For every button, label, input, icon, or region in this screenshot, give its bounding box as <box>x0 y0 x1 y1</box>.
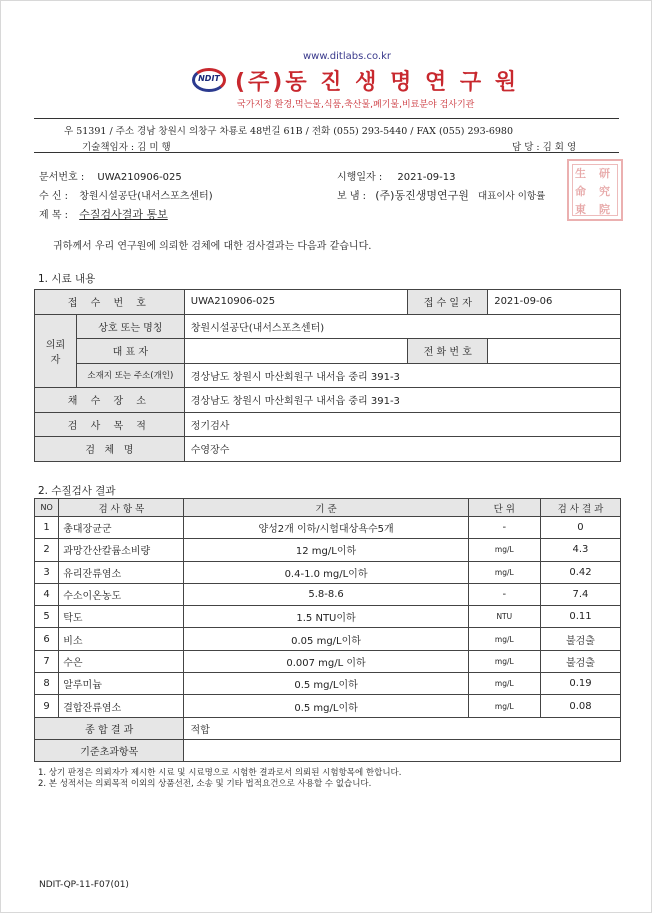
result-standard: 5.8-8.6 <box>184 583 468 605</box>
recipient-label: 수 신 : <box>39 191 69 202</box>
specimen: 수영장수 <box>184 437 620 462</box>
result-unit: mg/L <box>468 539 540 561</box>
note-2: 2. 본 성적서는 의뢰목적 이외의 상품선전, 소송 및 기타 법적요건으로 사용할 수 없습니다. <box>38 779 372 789</box>
sender-label: 보 냄 : <box>337 191 367 202</box>
table-row <box>35 717 621 739</box>
result-no: 4 <box>35 583 59 605</box>
company-seal-stamp: 生 研 命 究 東 院 <box>567 159 623 221</box>
result-value: 4.3 <box>540 539 620 561</box>
client-name-label: 상호 또는 명칭 <box>76 314 184 339</box>
subject-row <box>39 206 168 222</box>
client-label: 의뢰자 <box>35 314 77 388</box>
result-no: 9 <box>35 695 59 717</box>
logo-icon <box>189 67 229 93</box>
purpose: 정기검사 <box>184 412 620 437</box>
result-no: 7 <box>35 650 59 672</box>
header-unit: 단 위 <box>468 499 540 517</box>
result-standard: 0.007 mg/L 이하 <box>184 650 468 672</box>
table-row <box>35 628 621 650</box>
result-item: 수소이온농도 <box>59 583 184 605</box>
header-item: 검 사 항 목 <box>59 499 184 517</box>
subject-label: 제 목 : <box>39 210 69 221</box>
table-row <box>35 539 621 561</box>
issue-date: 2021-09-13 <box>397 172 456 183</box>
company-logo-row <box>189 65 519 95</box>
section-results-title: 2. 수질검사 결과 <box>38 485 116 497</box>
result-unit: mg/L <box>468 650 540 672</box>
result-unit: mg/L <box>468 695 540 717</box>
result-item: 결합잔류염소 <box>59 695 184 717</box>
result-standard: 1.5 NTU이하 <box>184 606 468 628</box>
result-item: 알루미늄 <box>59 673 184 695</box>
table-row <box>35 290 621 315</box>
contact-box <box>34 118 619 153</box>
address-label: 소재지 또는 주소(개인) <box>76 363 184 388</box>
result-unit: mg/L <box>468 628 540 650</box>
result-no: 6 <box>35 628 59 650</box>
table-row <box>35 606 621 628</box>
result-value: 불검출 <box>540 650 620 672</box>
sender-row <box>337 187 545 203</box>
receipt-no-label: 접 수 번 호 <box>35 290 185 315</box>
result-value: 7.4 <box>540 583 620 605</box>
doc-number-label: 문서번호 : <box>39 172 85 183</box>
technical-manager: 기술책임자 : 김 미 행 <box>82 142 171 153</box>
result-value: 0.11 <box>540 606 620 628</box>
result-value: 불검출 <box>540 628 620 650</box>
result-no: 1 <box>35 517 59 539</box>
table-row <box>35 363 621 388</box>
exceed-items <box>184 739 621 761</box>
table-row <box>35 388 621 413</box>
address: 경상남도 창원시 마산회원구 내서읍 중리 391-3 <box>184 363 620 388</box>
result-item: 탁도 <box>59 606 184 628</box>
table-row <box>35 673 621 695</box>
staff-in-charge: 담 당 : 김 회 영 <box>512 142 577 153</box>
result-value: 0.08 <box>540 695 620 717</box>
company-name: (주)동 진 생 명 연 구 원 <box>235 69 520 95</box>
overall-result-label: 종 합 결 과 <box>35 717 184 739</box>
receipt-no: UWA210906-025 <box>184 290 408 315</box>
header-result: 검 사 결 과 <box>540 499 620 517</box>
table-row <box>35 695 621 717</box>
website-url[interactable]: www.ditlabs.co.kr <box>302 51 391 62</box>
result-value: 0.19 <box>540 673 620 695</box>
client-name: 창원시설공단(내서스포츠센터) <box>184 314 620 339</box>
result-standard: 0.5 mg/L이하 <box>184 673 468 695</box>
result-unit: - <box>468 517 540 539</box>
result-unit: mg/L <box>468 561 540 583</box>
table-row <box>35 339 621 364</box>
result-unit: NTU <box>468 606 540 628</box>
specimen-label: 검 체 명 <box>35 437 185 462</box>
table-row <box>35 412 621 437</box>
result-no: 2 <box>35 539 59 561</box>
result-standard: 0.4-1.0 mg/L이하 <box>184 561 468 583</box>
receipt-date: 2021-09-06 <box>488 290 621 315</box>
result-standard: 0.05 mg/L이하 <box>184 628 468 650</box>
collection-site: 경상남도 창원시 마산회원구 내서읍 중리 391-3 <box>184 388 620 413</box>
subject: 수질검사결과 통보 <box>79 208 168 221</box>
result-no: 3 <box>35 561 59 583</box>
result-value: 0.42 <box>540 561 620 583</box>
table-row <box>35 314 621 339</box>
results-header-row <box>35 499 621 517</box>
issue-date-row <box>337 168 456 183</box>
phone-label: 전 화 번 호 <box>408 339 488 364</box>
ceo-name: 대표이사 이항률 <box>478 191 546 202</box>
representative-label: 대 표 자 <box>76 339 184 364</box>
result-unit: - <box>468 583 540 605</box>
representative <box>184 339 408 364</box>
logo-text: NDIT <box>198 74 220 83</box>
table-row <box>35 561 621 583</box>
note-1: 1. 상기 판정은 의뢰자가 제시한 시료 및 시료명으로 시험한 결과로서 의뢰된 시험항목에 한합니다. <box>38 768 402 778</box>
result-standard: 0.5 mg/L이하 <box>184 695 468 717</box>
doc-number-row <box>39 168 182 183</box>
table-row <box>35 517 621 539</box>
result-standard: 12 mg/L이하 <box>184 539 468 561</box>
doc-number: UWA210906-025 <box>97 172 182 183</box>
overall-result: 적합 <box>184 717 621 739</box>
result-standard: 양성2개 이하/시험대상욕수5개 <box>184 517 468 539</box>
sample-info-table <box>34 289 621 462</box>
table-row <box>35 739 621 761</box>
result-no: 5 <box>35 606 59 628</box>
purpose-label: 검 사 목 적 <box>35 412 185 437</box>
section-sample-title: 1. 시료 내용 <box>38 273 96 285</box>
form-code: NDIT-QP-11-F07(01) <box>39 880 129 890</box>
company-subtitle: 국가지정 환경,먹는물,식품,축산물,폐기물,비료분야 검사기관 <box>237 100 475 110</box>
result-value: 0 <box>540 517 620 539</box>
intro-text: 귀하께서 우리 연구원에 의뢰한 검체에 대한 검사결과는 다음과 같습니다. <box>53 241 372 252</box>
issue-date-label: 시행일자 : <box>337 172 383 183</box>
table-row <box>35 583 621 605</box>
result-item: 과망간산칼륨소비량 <box>59 539 184 561</box>
result-item: 총대장균군 <box>59 517 184 539</box>
result-item: 비소 <box>59 628 184 650</box>
recipient-row <box>39 187 213 202</box>
recipient: 창원시설공단(내서스포츠센터) <box>79 191 213 202</box>
result-unit: mg/L <box>468 673 540 695</box>
exceed-items-label: 기준초과항목 <box>35 739 184 761</box>
result-no: 8 <box>35 673 59 695</box>
results-table <box>34 498 621 762</box>
notes <box>38 768 401 790</box>
table-row <box>35 650 621 672</box>
receipt-date-label: 접 수 일 자 <box>408 290 488 315</box>
phone <box>488 339 621 364</box>
result-item: 유리잔류염소 <box>59 561 184 583</box>
table-row <box>35 437 621 462</box>
sender: (주)동진생명연구원 <box>375 189 469 202</box>
header-standard: 기 준 <box>184 499 468 517</box>
contact-address: 우 51391 / 주소 경남 창원시 의창구 차룡로 48번길 61B / 전화 (055) 293-5440 / FAX (055) 293-6980 <box>64 126 514 137</box>
collection-site-label: 채 수 장 소 <box>35 388 185 413</box>
result-item: 수은 <box>59 650 184 672</box>
header-no: NO <box>35 499 59 517</box>
